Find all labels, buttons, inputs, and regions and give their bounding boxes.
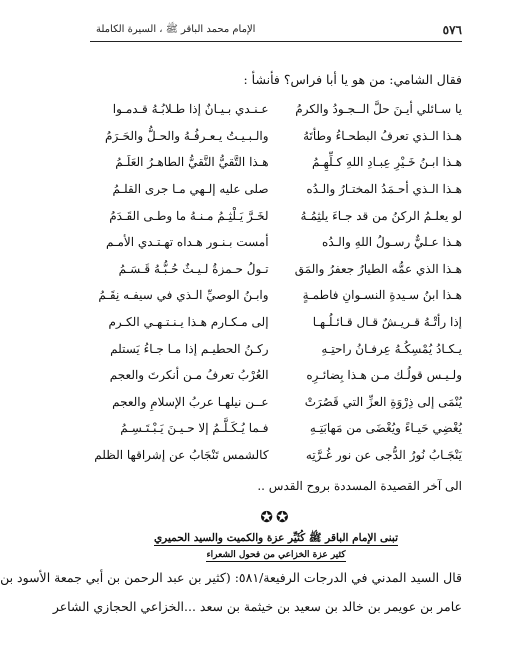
poem-verse [90, 442, 462, 469]
section-title-text: تبنى الإمام الباقر ﷺ كُثَيِّر عزة والكميت والسيد الحميري [153, 532, 399, 544]
poem-verse [90, 256, 462, 283]
section-subtitle-text: كثير عزة الخزاعي من فحول الشعراء [206, 550, 346, 560]
poem-verse [90, 362, 462, 389]
poem [90, 96, 462, 468]
poem-verse [90, 415, 462, 442]
poem-verse [90, 389, 462, 416]
verse-first-hemistich: هـذا الـذي تعرفُ البطحـاءُ وطأتَهُ [303, 128, 462, 143]
poem-verse [90, 96, 462, 123]
verse-first-hemistich: هـذا ابـنُ خَـيْرِ عِبـادِ اللهِ كـلِّهِـمُ [312, 155, 462, 170]
verse-second-hemistich: وابـنُ الوصيِّ الـذي في سيفـه نِقَـمُ [98, 288, 269, 303]
verse-first-hemistich: إذا رأتْـهُ قـريـشٌ قـال قـائـلُـهـا [312, 315, 462, 330]
poem-verse [90, 335, 462, 362]
verse-first-hemistich: يُنْمَى إلى ذِرْوَةِ العزِّ التي قَصُرَتْ [304, 394, 462, 409]
verse-second-hemistich: عــن نيلهـا عربُ الإسلامِ والعجم [112, 394, 269, 409]
verse-second-hemistich: عـنـدي بـيـانٌ إذا طـلابُـهُ قـدمـوا [112, 102, 269, 117]
poem-verse [90, 123, 462, 150]
intro-line: فقال الشامي: من هو يا أبا فراس؟ فأنشأ : [243, 72, 462, 87]
verse-first-hemistich: يـكـادُ يُمْسِكُـهُ عِرفـانُ راحتِـهِ [321, 341, 462, 356]
paragraph-line: قال السيد المدني في الدرجات الرفيعة/٥٨١: (كثير بن عبد الرحمن بن أبي جمعة الأسود بن [0, 570, 462, 585]
verse-second-hemistich: صلى عليه إلـهي مـا جرى القلـمُ [112, 182, 269, 197]
verse-second-hemistich: أمست بـنـور هـداه تهـتـدي الأمـم [105, 235, 269, 250]
running-title: الإمام محمد الباقر ﷺ ، السيرة الكاملة [96, 24, 256, 35]
section-title [42, 532, 510, 547]
verse-first-hemistich: هـذا ابنُ سـيدةِ النسـوانِ فاطمـةٍ [302, 288, 462, 303]
poem-verse [90, 309, 462, 336]
page-number: ٥٧٦ [442, 23, 462, 37]
verse-first-hemistich: هـذا عـليٌّ رسـولُ اللهِ والـدُه [322, 235, 462, 250]
poem-verse [90, 282, 462, 309]
verse-first-hemistich: هـذا الـذي أحـمَدُ المختـارُ والـدُه [306, 182, 462, 197]
verse-first-hemistich: ولـيـس قولُـك مـن هـذا بِضائـرِه [306, 368, 462, 383]
poem-verse [90, 202, 462, 229]
verse-second-hemistich: العُرْبُ تعرفُ مـن أنكرتَ والعجم [109, 368, 269, 383]
closing-line: الى آخر القصيدة المسددة بروح القدس .. [257, 479, 462, 493]
paragraph-line: عامر بن عويمر بن خالد بن سعيد بن خيثمة بن سعد ...الخزاعي الحجازي الشاعر [52, 599, 462, 614]
poem-verse [90, 149, 462, 176]
verse-first-hemistich: هـذا الذي عمُّه الطيارُ جعفرُ والمَق [294, 261, 462, 276]
verse-second-hemistich: إلى مـكـارم هـذا يـنـتـهـي الكـرم [108, 315, 269, 330]
verse-second-hemistich: هـذا التَّقيُّ النَّقيُّ الطاهـرُ العَلَـمُ [115, 155, 269, 170]
verse-second-hemistich: والـبـيـتُ يـعـرفُـهُ والحـلُّ والحَـرَمُ [105, 128, 269, 143]
section-subtitle [42, 550, 510, 560]
verse-second-hemistich: تـولُ حـمزةُ لـيـثٌ حُـبُّـهُ قَـسَـمُ [118, 261, 269, 276]
verse-first-hemistich: يا سـائلي أيـنَ حلَّ الــجـودُ والكرمُ [295, 102, 462, 117]
poem-verse [90, 229, 462, 256]
poem-verse [90, 176, 462, 203]
verse-first-hemistich: لو يعلـمُ الركنُ من قد جـاءَ يلثِمُـهُ [300, 208, 462, 223]
header-divider [90, 41, 462, 42]
verse-first-hemistich: يُغْضِي حَيـاءً ويُغْضَى من مَهابَتِـهِ [309, 421, 462, 436]
page-header [96, 20, 462, 40]
verse-second-hemistich: لخَـرَّ يَـلْثِـمُ مـنـهُ ما وطـى القَـدَمُ [109, 208, 269, 223]
verse-second-hemistich: فـما يُـكَـلَّـمُ إلا حـيـنَ يَـبْـتَـسِـمُ [120, 421, 269, 436]
verse-first-hemistich: يَنْجَـابُ نُورُ الدُّجى عن نور غُـرَّتِه [305, 448, 462, 463]
section-separator: ✪✪ [260, 508, 292, 526]
verse-second-hemistich: كالشمس تَنْجَابُ عن إشراقها الظلم [94, 448, 269, 463]
verse-second-hemistich: ركـنُ الحطيـم إذا مـا جـاءُ يَستلم [110, 341, 269, 356]
